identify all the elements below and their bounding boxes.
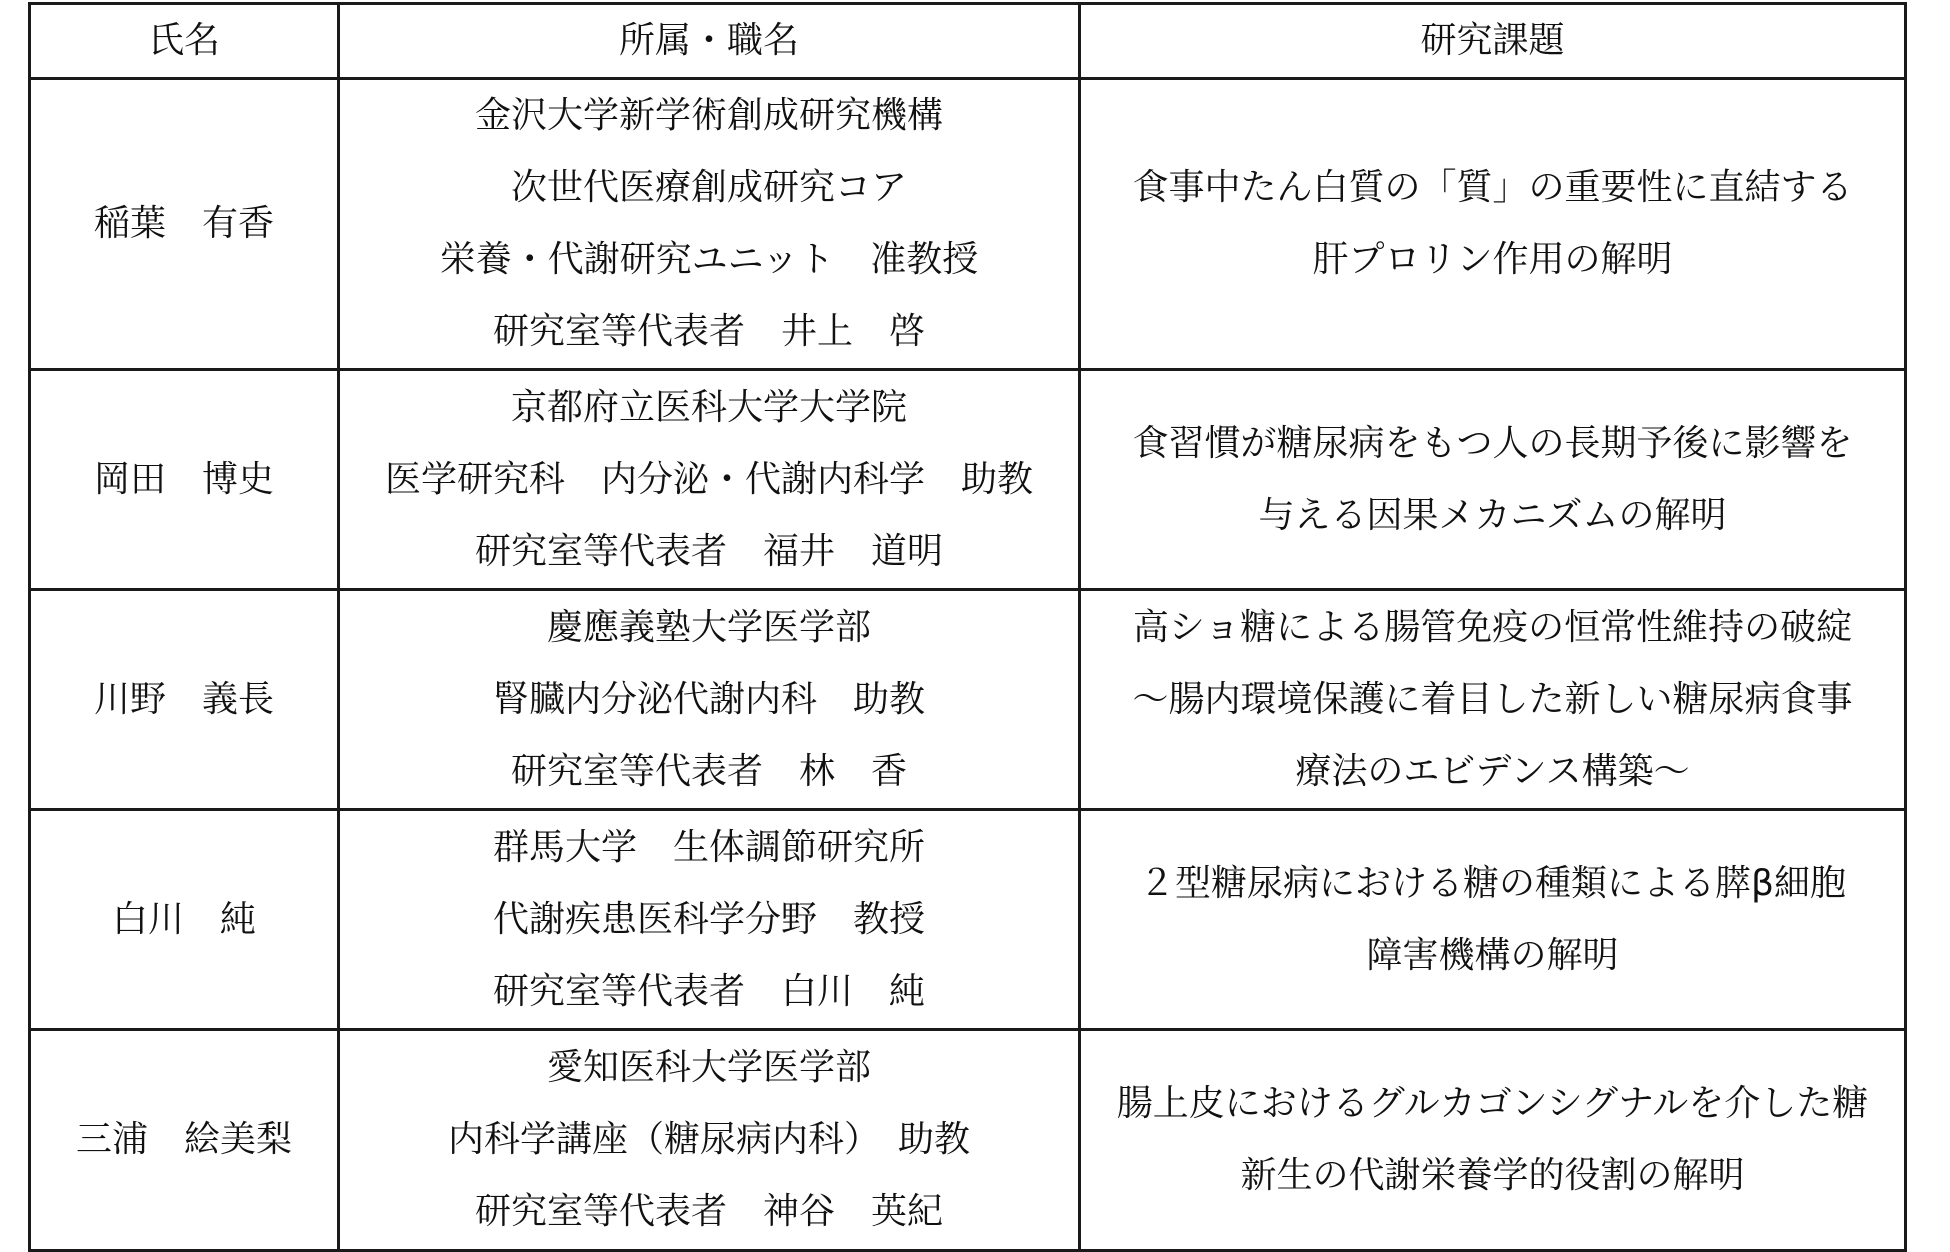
affiliation-line: 研究室等代表者 林 香 <box>510 750 907 792</box>
research-topic-cell <box>1080 370 1906 590</box>
affiliation-line: 栄養・代謝研究ユニット 准教授 <box>439 239 979 280</box>
affiliation-cell <box>339 79 1080 370</box>
affiliation-cell <box>339 590 1080 810</box>
affiliation-line: 群馬大学 生体調節研究所 <box>492 826 925 868</box>
affiliation-line: 内科学講座（糖尿病内科） 助教 <box>447 1119 970 1160</box>
affiliation-line: 腎臓内分泌代謝内科 助教 <box>492 678 925 720</box>
affiliation-cell <box>339 810 1080 1030</box>
table-row <box>30 590 1906 810</box>
researcher-name: 川野 義長 <box>30 590 339 810</box>
researcher-name: 白川 純 <box>30 810 339 1030</box>
affiliation-line: 慶應義塾大学医学部 <box>546 606 871 648</box>
table-row <box>30 810 1906 1030</box>
topic-line: 高ショ糖による腸管免疫の恒常性維持の破綻 <box>1132 606 1853 648</box>
research-topic-cell <box>1080 810 1906 1030</box>
affiliation-line: 研究室等代表者 神谷 英紀 <box>474 1191 943 1232</box>
topic-line: 療法のエビデンス構築～ <box>1295 750 1690 792</box>
affiliation-cell <box>339 370 1080 590</box>
topic-line: 新生の代謝栄養学的役割の解明 <box>1240 1155 1745 1196</box>
grant-recipients-table-container <box>28 2 1904 1240</box>
affiliation-line: 研究室等代表者 福井 道明 <box>474 530 943 572</box>
affiliation-line: 研究室等代表者 井上 啓 <box>492 311 925 352</box>
grant-recipients-table <box>28 2 1907 1252</box>
research-topic-cell <box>1080 79 1906 370</box>
researcher-name: 三浦 絵美梨 <box>30 1030 339 1251</box>
topic-line: ～腸内環境保護に着目した新しい糖尿病食事 <box>1132 678 1853 720</box>
researcher-name: 岡田 博史 <box>30 370 339 590</box>
topic-line: 腸上皮におけるグルカゴンシグナルを介した糖 <box>1116 1083 1869 1124</box>
topic-line: 肝プロリン作用の解明 <box>1312 239 1673 280</box>
header-name: 氏名 <box>30 4 339 79</box>
topic-line: 障害機構の解明 <box>1366 934 1619 976</box>
table-row <box>30 370 1906 590</box>
affiliation-line: 医学研究科 内分泌・代謝内科学 助教 <box>384 458 1033 500</box>
affiliation-line: 京都府立医科大学大学院 <box>510 386 907 428</box>
affiliation-line: 次世代医療創成研究コア <box>510 167 907 208</box>
topic-line: 食習慣が糖尿病をもつ人の長期予後に影響を <box>1132 422 1853 464</box>
affiliation-line: 研究室等代表者 白川 純 <box>492 970 925 1012</box>
researcher-name: 稲葉 有香 <box>30 79 339 370</box>
topic-line: ２型糖尿病における糖の種類による膵β細胞 <box>1139 862 1846 904</box>
header-topic: 研究課題 <box>1080 4 1906 79</box>
table-row <box>30 79 1906 370</box>
affiliation-cell <box>339 1030 1080 1251</box>
affiliation-line: 代謝疾患医科学分野 教授 <box>492 898 925 940</box>
affiliation-line: 金沢大学新学術創成研究機構 <box>474 95 943 136</box>
research-topic-cell <box>1080 590 1906 810</box>
topic-line: 与える因果メカニズムの解明 <box>1258 494 1727 536</box>
topic-line: 食事中たん白質の「質」の重要性に直結する <box>1132 167 1853 208</box>
affiliation-line: 愛知医科大学医学部 <box>546 1047 871 1088</box>
table-row <box>30 1030 1906 1251</box>
table-header-row <box>30 4 1906 79</box>
header-affiliation: 所属・職名 <box>339 4 1080 79</box>
research-topic-cell <box>1080 1030 1906 1251</box>
